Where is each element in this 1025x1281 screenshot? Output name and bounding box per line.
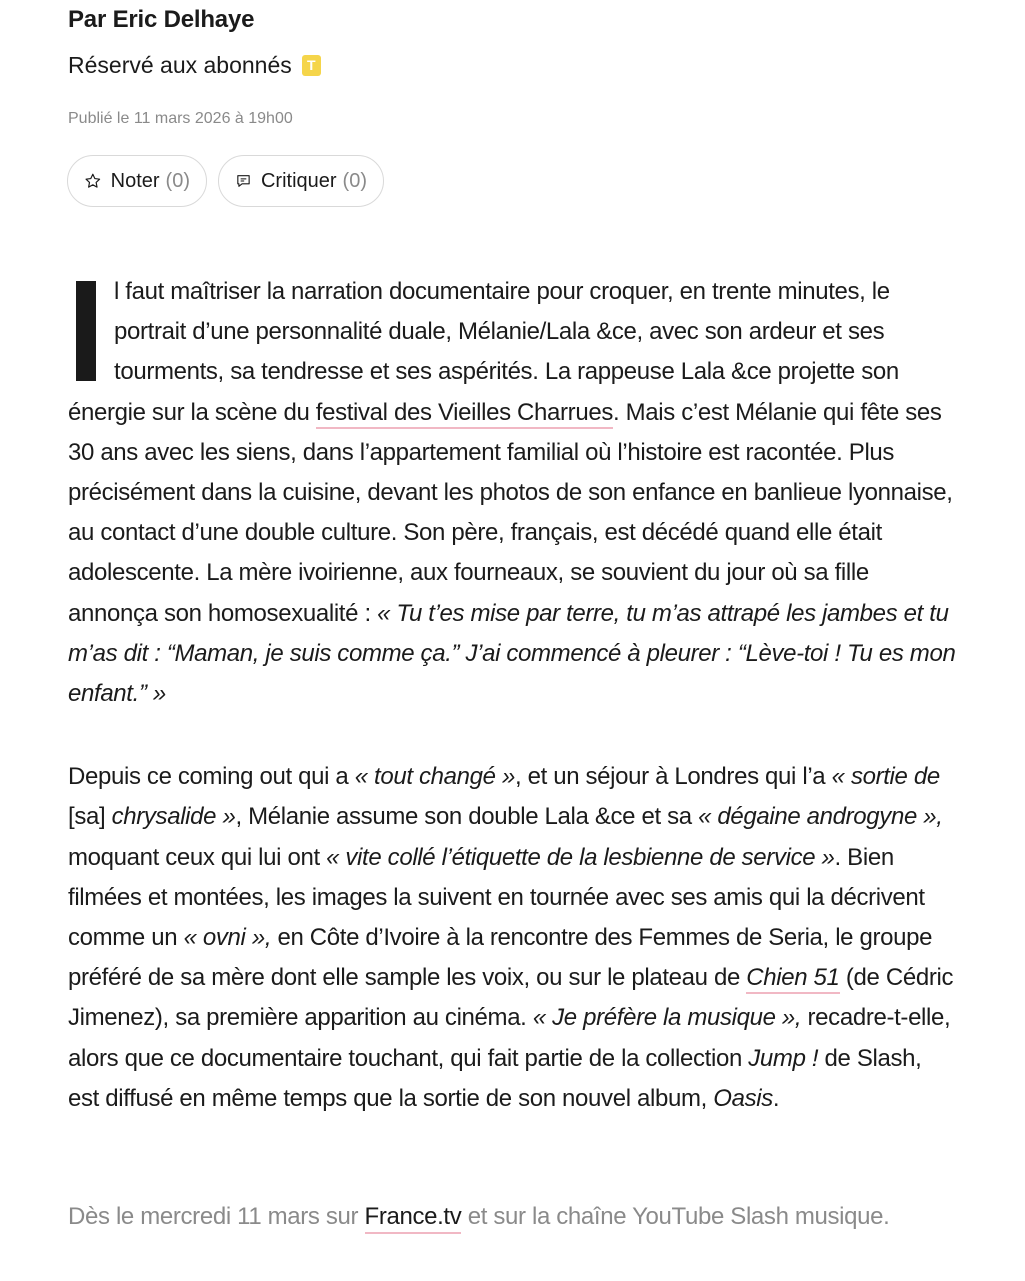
- publish-date: Publié le 11 mars 2026 à 19h00: [68, 110, 293, 127]
- paragraph-1: l faut maîtriser la narration documentaire pour croquer, en trente minutes, le portrait d’une personnalité duale, Mélanie/Lala &ce, avec son ardeur et ses tourments, sa tendresse et ses aspérités. La rappeuse Lala &ce projette son énergie sur la scène du festival des Vieilles Charrues. Mais c’est Mélanie qui fête ses 30 ans avec les siens, dans l’appartement familial où l’histoire est racontée. Plus précisément dans la cuisine, devant les photos de son enfance en banlieue lyonnaise, au contact d’une double culture. Son père, français, est décédé quand elle était adolescente. La mère ivoirienne, aux fourneaux, se souvient du jour où sa fille annonça son homosexualité : « Tu t’es mise par terre, tu m’as attrapé les jambes et tu m’as dit : “Maman, je suis comme ça.” J’ai commencé à pleurer : “Lève-toi ! Tu es mon enfant.” »: [68, 278, 956, 708]
- star-icon: [84, 170, 102, 192]
- rate-label: Noter: [110, 169, 160, 192]
- film-link[interactable]: Chien 51: [746, 964, 839, 994]
- review-count: (0): [342, 169, 367, 192]
- paragraph-2: Depuis ce coming out qui a « tout changé », et un séjour à Londres qui l’a « sortie de [sa] chrysalide », Mélanie assume son double Lala &ce et sa « dégaine androgyne », moquant ceux qui lui ont « vite collé l’étiquette de la lesbienne de service ». Bien filmées et montées, les images la suivent en tournée avec ses amis qui la décrivent comme un « ovni », en Côte d’Ivoire à la rencontre des Femmes de Seria, le groupe préféré de sa mère dont elle sample les voix, ou sur le plateau de Chien 51 (de Cédric Jimenez), sa première apparition au cinéma. « Je préfère la musique », recadre-t-elle, alors que ce documentaire touchant, qui fait partie de la collection Jump ! de Slash, est diffusé en même temps que la sortie de son nouvel album, Oasis.: [68, 763, 954, 1112]
- mother-quote: « Tu t’es mise par terre, tu m’as attrapé les jambes et tu m’as dit : “Maman, je suis comme ça.” J’ai commencé à pleurer : “Lève-toi ! Tu es mon enfant.” »: [68, 599, 956, 708]
- broadcast-info: Dès le mercredi 11 mars sur France.tv et sur la chaîne YouTube Slash musique.: [68, 1203, 889, 1231]
- drop-cap-letter: [76, 281, 96, 381]
- festival-link[interactable]: festival des Vieilles Charrues: [316, 399, 613, 429]
- review-button[interactable]: [218, 155, 384, 207]
- subscriber-notice: [68, 52, 321, 79]
- comment-icon: [235, 170, 252, 192]
- subscriber-label: Réservé aux abonnés: [68, 52, 292, 78]
- author-byline: Par Eric Delhaye: [68, 6, 255, 33]
- article-body: [68, 272, 958, 1119]
- telerama-badge-icon: T: [302, 55, 321, 76]
- rate-button[interactable]: [67, 155, 207, 207]
- review-label: Critiquer: [260, 169, 337, 192]
- francetv-link[interactable]: France.tv: [365, 1203, 462, 1234]
- rate-count: (0): [165, 169, 190, 192]
